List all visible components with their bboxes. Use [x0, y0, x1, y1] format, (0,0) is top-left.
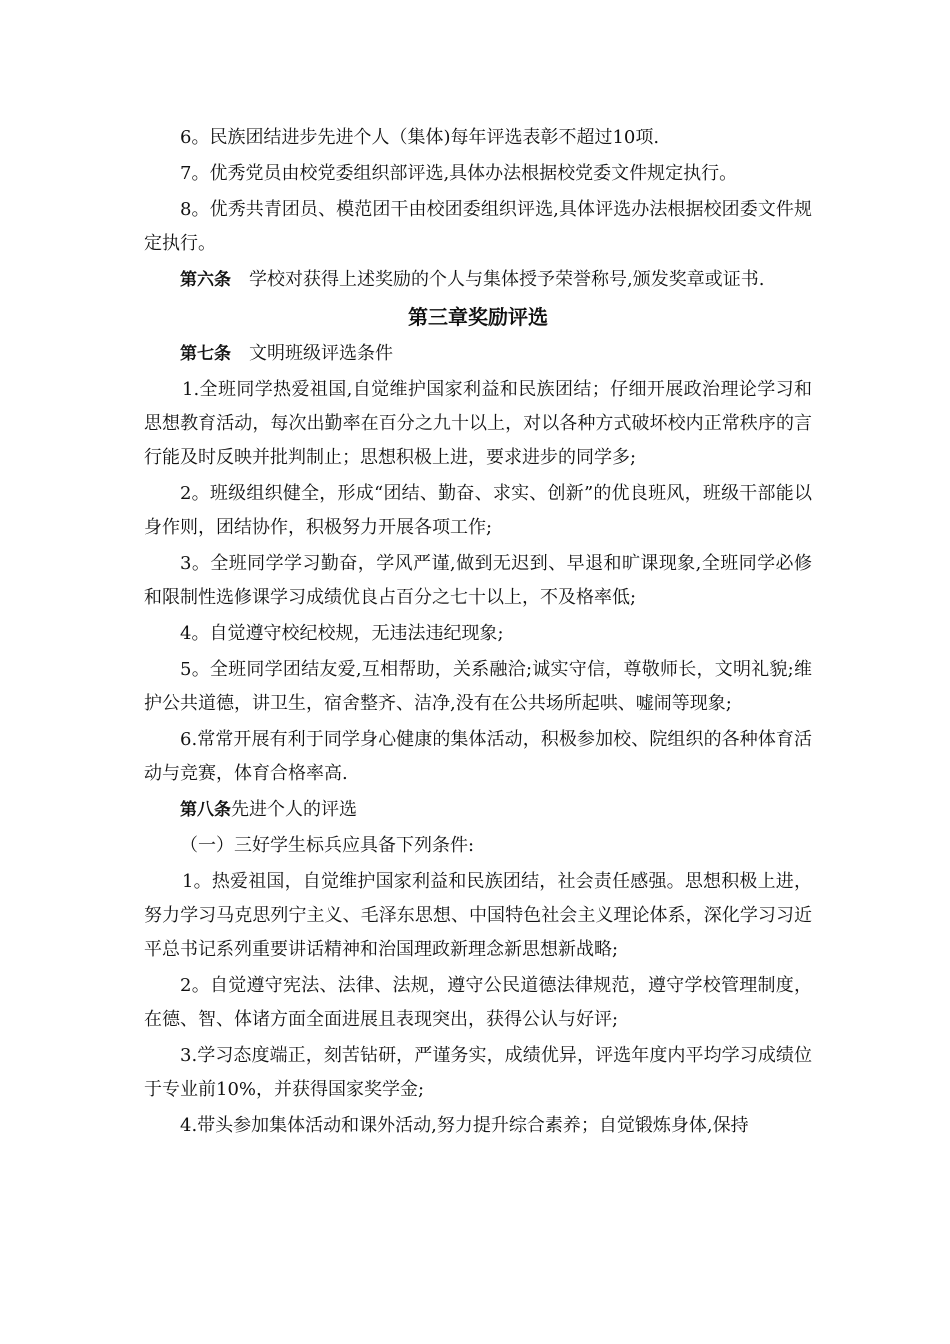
chapter-3-title: 第三章奖励评选 — [408, 305, 548, 329]
article-8-item-1: 1。热爱祖国，自觉维护国家利益和民族团结，社会责任感强。思想积极上进，努力学习马克思列宁主义、毛泽东思想、中国特色社会主义理论体系，深化学习习近平总书记系列重要讲话精神和治国理政新理念新思想新战略; — [144, 871, 812, 960]
article-8-heading — [144, 793, 812, 827]
article-8-subsection-1: （一）三好学生标兵应具备下列条件: — [180, 835, 475, 856]
article-8-item-4: 4.带头参加集体活动和课外活动,努力提升综合素养；自觉锻炼身体,保持 — [180, 1115, 749, 1136]
article-7-item-1: 1.全班同学热爱祖国,自觉维护国家利益和民族团结；仔细开展政治理论学习和思想教育活动，每次出勤率在百分之九十以上，对以各种方式破坏校内正常秩序的言行能及时反映并批判制止；思想积极上进，要求进步的同学多; — [144, 379, 812, 468]
item-8-paragraph: 8。优秀共青团员、模范团干由校团委组织评选,具体评选办法根据校团委文件规定执行。 — [144, 199, 812, 254]
article-8-text: 先进个人的评选 — [231, 799, 357, 820]
article-7-text: 文明班级评选条件 — [249, 343, 393, 364]
article-7-item-6: 6.常常开展有利于同学身心健康的集体活动，积极参加校、院组织的各种体育活动与竞赛，体育合格率高. — [144, 729, 812, 784]
article-6-paragraph — [144, 263, 812, 297]
article-6-text: 学校对获得上述奖励的个人与集体授予荣誉称号,颁发奖章或证书. — [249, 269, 765, 290]
article-7-heading — [144, 337, 812, 371]
article-7-item-3: 3。全班同学学习勤奋，学风严谨,做到无迟到、早退和旷课现象,全班同学必修和限制性选修课学习成绩优良占百分之七十以上，不及格率低; — [144, 553, 812, 608]
article-8-item-2: 2。自觉遵守宪法、法律、法规，遵守公民道德法律规范，遵守学校管理制度，在德、智、体诸方面全面进展且表现突出，获得公认与好评; — [144, 975, 812, 1030]
document-page — [144, 121, 812, 1145]
article-8-label: 第八条 — [180, 800, 231, 820]
item-7-paragraph: 7。优秀党员由校党委组织部评选,具体办法根据校党委文件规定执行。 — [180, 163, 738, 184]
article-6-label: 第六条 — [180, 270, 231, 290]
article-8-item-3: 3.学习态度端正，刻苦钻研，严谨务实，成绩优异，评选年度内平均学习成绩位于专业前10%，并获得国家奖学金; — [144, 1045, 812, 1100]
article-7-item-2: 2。班级组织健全，形成“团结、勤奋、求实、创新”的优良班风，班级干部能以身作则，团结协作，积极努力开展各项工作; — [144, 483, 812, 538]
article-7-item-4: 4。自觉遵守校纪校规，无违法违纪现象; — [180, 623, 504, 644]
article-7-label: 第七条 — [180, 344, 231, 364]
article-7-item-5: 5。全班同学团结友爱,互相帮助，关系融洽;诚实守信，尊敬师长，文明礼貌;维护公共道德，讲卫生，宿舍整齐、洁净,没有在公共场所起哄、嘘闹等现象; — [144, 659, 812, 714]
item-6-paragraph: 6。民族团结进步先进个人（集体)每年评选表彰不超过10项. — [180, 127, 660, 148]
